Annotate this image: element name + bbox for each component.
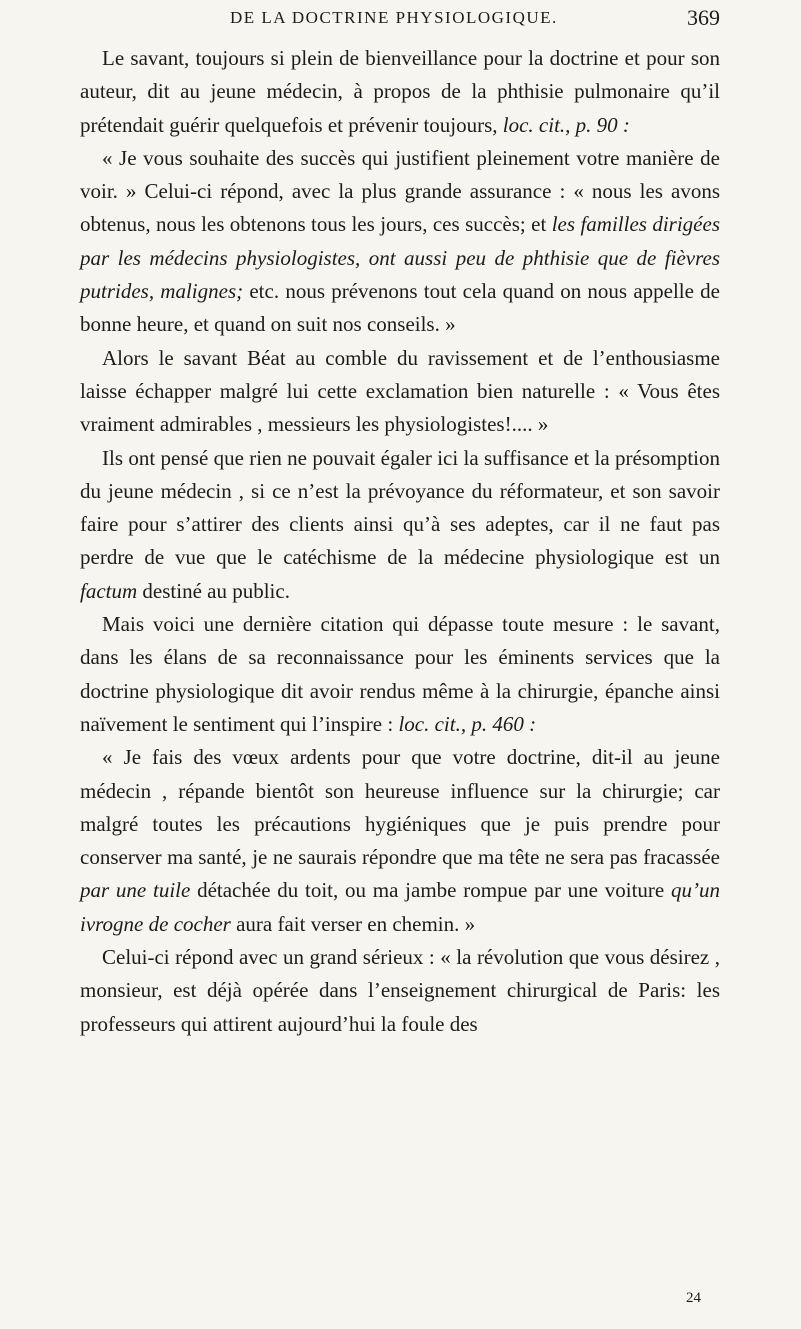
text-segment: Mais voici une dernière citation qui dépasse toute mesure : le savant, dans les élans de sa reconnaissance pour les éminents services que la doctrine physiologique dit avoir rendus même à la chirurgie, épanche ainsi naïvement le sentiment qui l’inspire : bbox=[80, 612, 720, 736]
text-segment: « Je fais des vœux ardents pour que votre doctrine, dit-il au jeune médecin , répande bientôt son heureuse influence sur la chirurgie; car malgré toutes les précautions hygiéniques que je puis prendre pour conserver ma santé, je ne saurais répondre que ma tête ne sera pas fracassée bbox=[80, 745, 720, 870]
italic-text: qu’un ivrogne de cocher bbox=[80, 878, 720, 936]
paragraph bbox=[80, 442, 720, 608]
italic-text: factum bbox=[80, 578, 138, 603]
text-segment: aura fait verser en chemin. » bbox=[230, 911, 476, 936]
paragraph bbox=[80, 741, 720, 941]
paragraph bbox=[80, 342, 720, 442]
paragraph bbox=[80, 142, 720, 342]
signature-mark: 24 bbox=[686, 1290, 701, 1306]
italic-text: loc. cit., p. 90 : bbox=[502, 112, 630, 137]
body-text bbox=[80, 42, 720, 1041]
paragraph bbox=[80, 42, 720, 142]
page-number: 369 bbox=[687, 5, 720, 30]
italic-text: les familles dirigées par les médecins physiologistes, ont aussi peu de phthisie que de fièvres putrides, malignes; bbox=[80, 212, 721, 304]
italic-text: loc. cit., p. 460 : bbox=[398, 711, 537, 736]
text-segment: destiné au public. bbox=[137, 578, 290, 603]
italic-text: par une tuile bbox=[80, 878, 191, 903]
page-header bbox=[80, 5, 720, 38]
text-segment: etc. nous prévenons tout cela quand on nous appelle de bonne heure, et quand on suit nos conseils. » bbox=[80, 279, 721, 337]
text-segment: Ils ont pensé que rien ne pouvait égaler ici la suffisance et la présomption du jeune médecin , si ce n’est la prévoyance du réformateur, et son savoir faire pour s’attirer des clients ainsi qu’à ses adeptes, car il ne faut pas perdre de vue que le catéchisme de la médecine physiologique est un bbox=[80, 445, 720, 570]
text-segment: Celui-ci répond avec un grand sérieux : « la révolution que vous désirez , monsieur, est déjà opérée dans l’enseignement chirurgical de Paris: les professeurs qui attirent aujourd’hui la foule des bbox=[80, 945, 720, 1036]
paragraph bbox=[80, 608, 720, 741]
text-segment: Le savant, toujours si plein de bienveillance pour la doctrine et pour son auteur, dit au jeune médecin, à propos de la phthisie pulmonaire qu’il prétendait guérir quelquefois et prévenir toujours, bbox=[80, 46, 720, 137]
running-title: DE LA DOCTRINE PHYSIOLOGIQUE. bbox=[230, 8, 558, 27]
text-segment: détachée du toit, ou ma jambe rompue par une voiture bbox=[190, 878, 671, 903]
text-segment: Alors le savant Béat au comble du ravissement et de l’enthousiasme laisse échapper malgré lui cette exclamation bien naturelle : « Vous êtes vraiment admirables , messieurs les physiologistes!.... » bbox=[80, 345, 720, 437]
paragraph bbox=[80, 941, 720, 1041]
text-segment: « Je vous souhaite des succès qui justifient pleinement votre manière de voir. » Celui-ci répond, avec la plus grande assurance : « nous les avons obtenus, nous les obtenons tous les jours, ces succès; et bbox=[80, 145, 720, 237]
